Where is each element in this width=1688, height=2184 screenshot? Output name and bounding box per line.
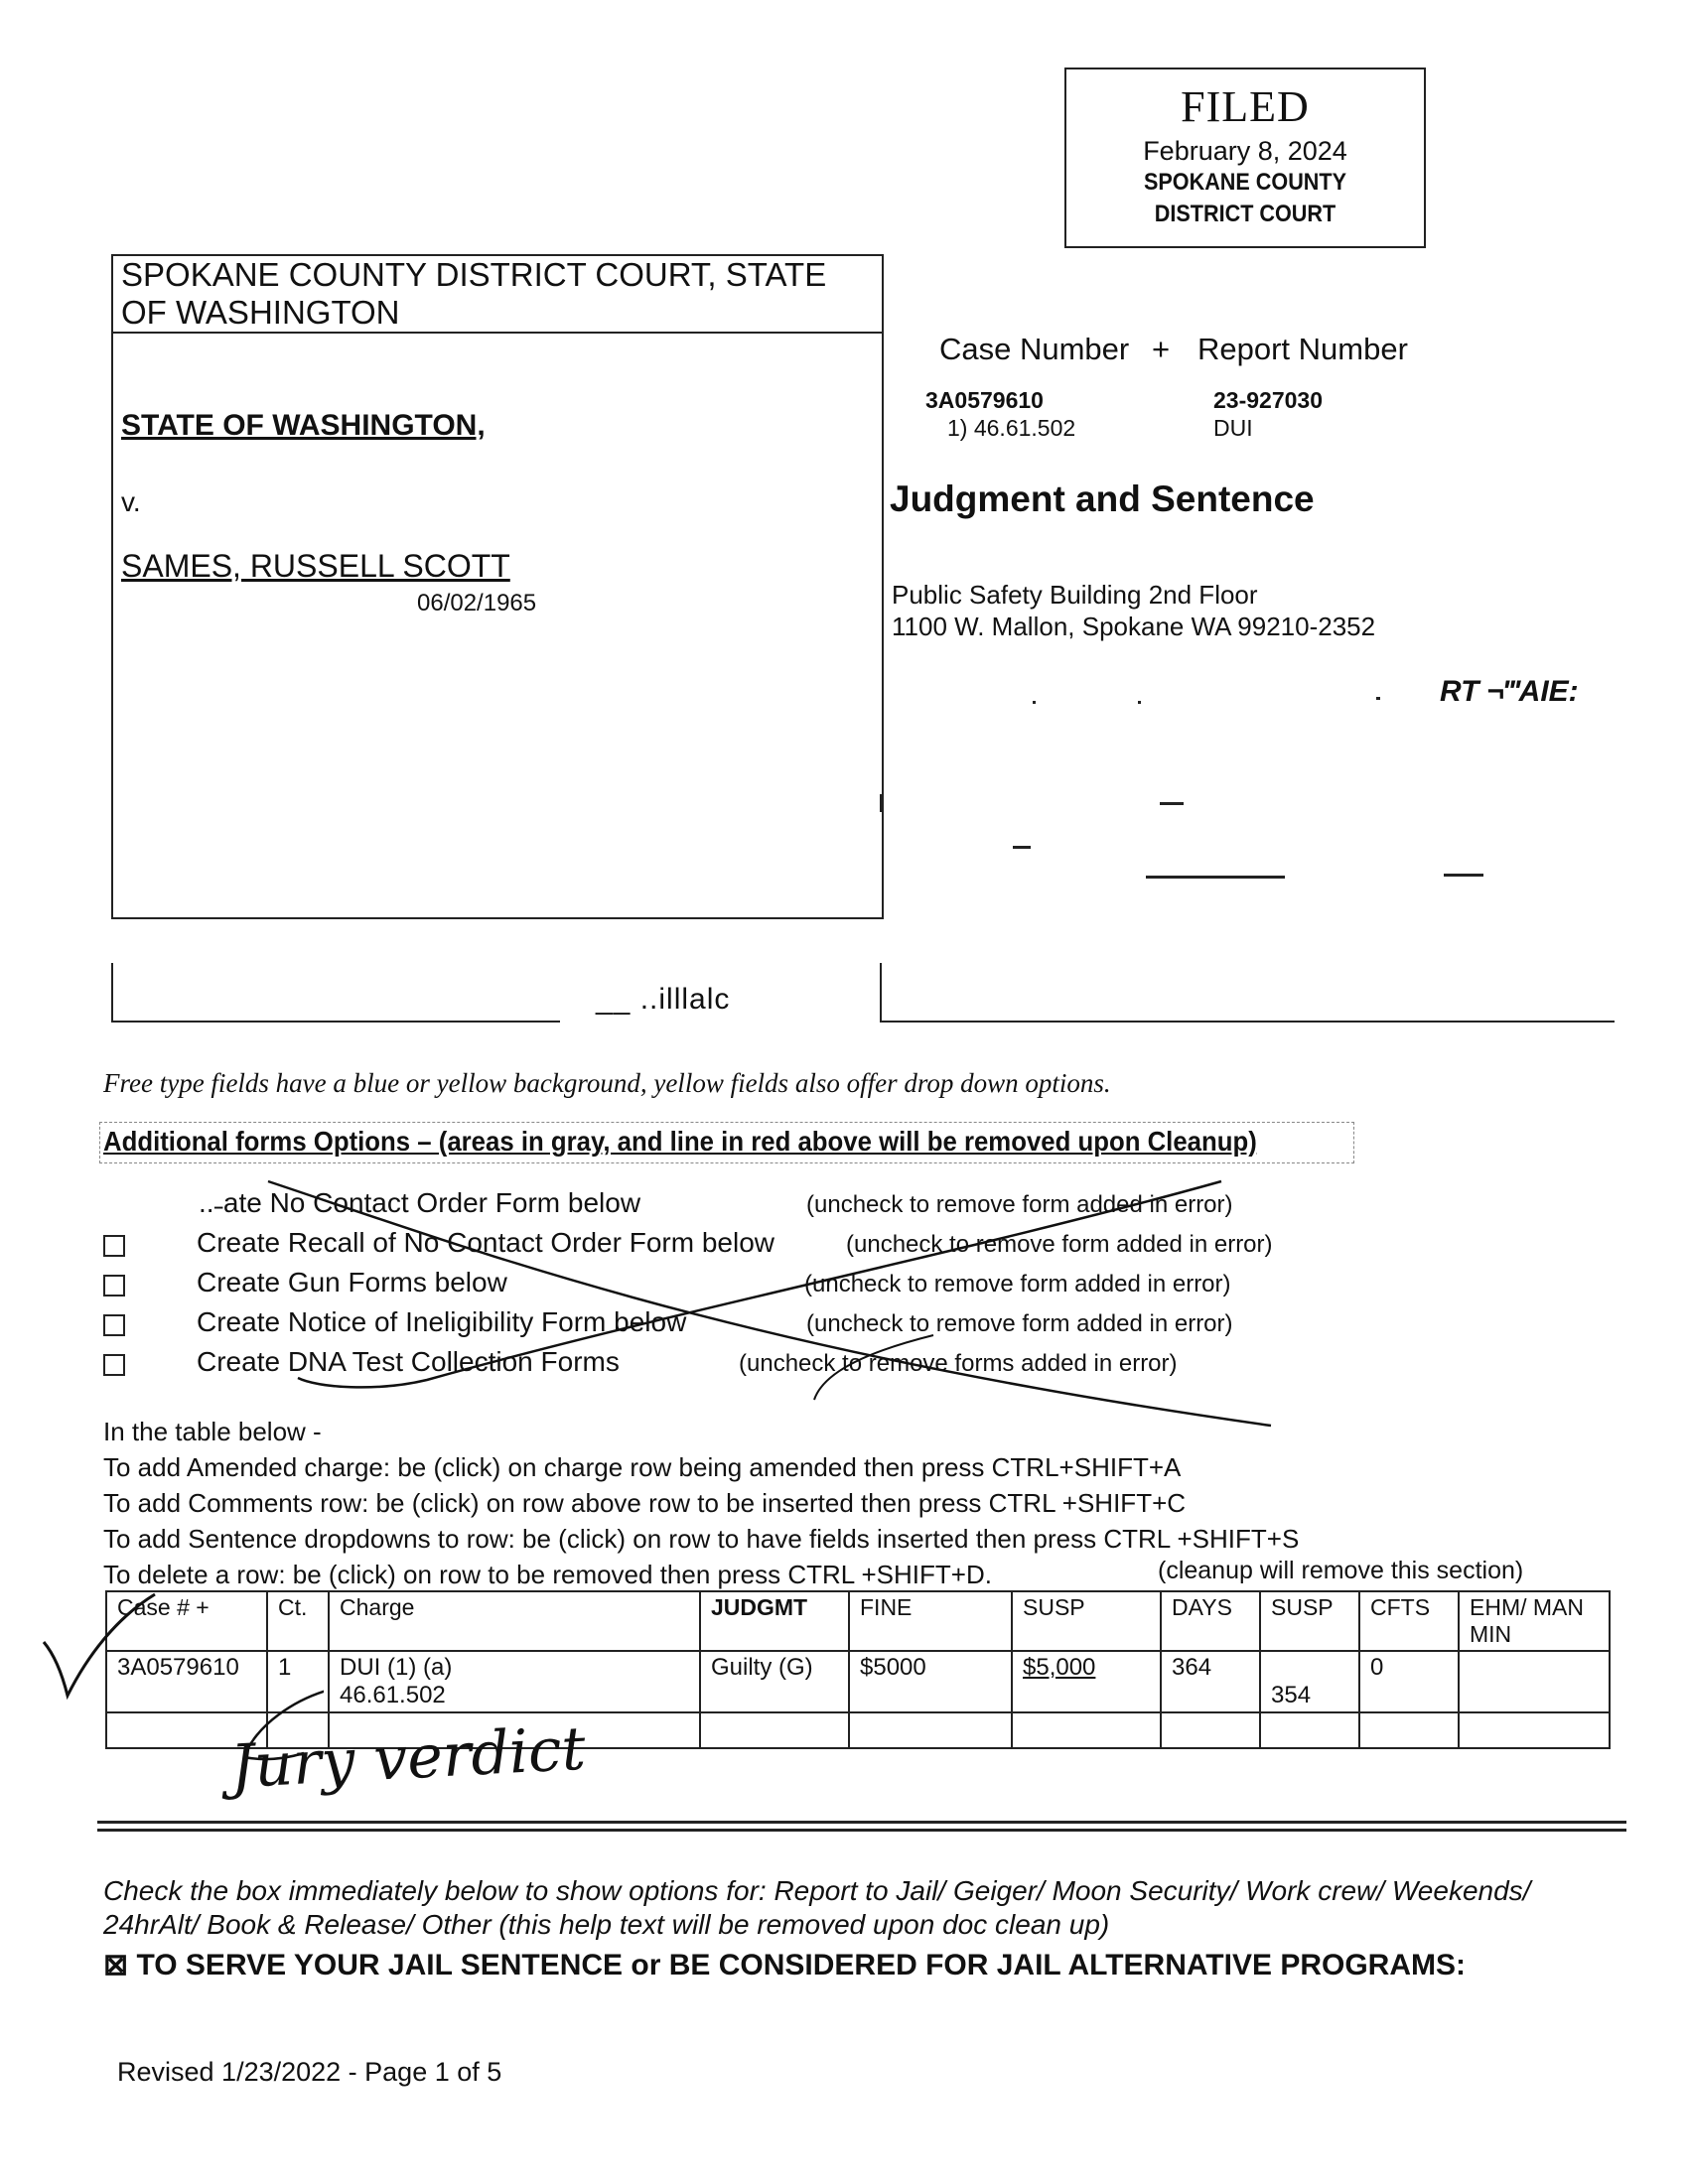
- section-rule: [97, 1829, 1626, 1832]
- col-days-susp: SUSP: [1260, 1591, 1359, 1651]
- cell-cfts[interactable]: 0: [1359, 1651, 1459, 1712]
- address-line-1: Public Safety Building 2nd Floor: [892, 580, 1258, 610]
- check-stroke: [44, 1594, 155, 1696]
- cell-days-susp[interactable]: 354: [1260, 1651, 1359, 1712]
- cross-out-stroke: [268, 1181, 1271, 1426]
- charge-statute: 46.61.502: [340, 1682, 446, 1708]
- col-count: Ct.: [267, 1591, 329, 1651]
- table-header-row: [106, 1591, 1610, 1651]
- scan-speck: [1146, 876, 1285, 879]
- blank-cell[interactable]: [1359, 1712, 1459, 1748]
- form-option-note: (uncheck to remove form added in error): [846, 1231, 1273, 1258]
- cross-out-stroke: [814, 1335, 933, 1400]
- blank-cell[interactable]: [1260, 1712, 1359, 1748]
- scan-speck: [1160, 802, 1184, 805]
- case-number-label: Case Number: [939, 332, 1130, 366]
- form-option-label: Create DNA Test Collection Forms: [197, 1346, 620, 1377]
- form-option-note: (uncheck to remove form added in error): [804, 1271, 1231, 1297]
- cell-fine-susp[interactable]: $5,000: [1012, 1651, 1161, 1712]
- filed-county: SPOKANE COUNTY: [1143, 169, 1347, 196]
- cell-days[interactable]: 364: [1161, 1651, 1260, 1712]
- strip-bottom-rule: [880, 1021, 1615, 1023]
- section-rule: [97, 1821, 1626, 1824]
- court-title: SPOKANE COUNTY DISTRICT COURT, STATE OF WASHINGTON: [121, 256, 827, 331]
- col-judgment: JUDGMT: [700, 1591, 849, 1651]
- form-option-note: (uncheck to remove forms added in error): [739, 1350, 1178, 1377]
- strip-bottom-rule: [111, 1021, 560, 1023]
- col-fine-susp: SUSP: [1012, 1591, 1161, 1651]
- table-row[interactable]: [106, 1651, 1610, 1712]
- strip-fragment-text: __ ..illlalc: [596, 983, 731, 1016]
- jail-option-checkbox[interactable]: ⊠ TO SERVE YOUR JAIL SENTENCE or BE CONSIDERED FOR JAIL ALTERNATIVE PROGRAMS:: [103, 1949, 1466, 1981]
- scan-speck: [1376, 697, 1380, 700]
- cell-case[interactable]: 3A0579610: [106, 1651, 267, 1712]
- form-option-label: Create Gun Forms below: [197, 1267, 507, 1297]
- form-option-checkbox[interactable]: [103, 1275, 125, 1297]
- report-date-label: RT ¬‴AIE:: [1440, 675, 1579, 708]
- blank-cell[interactable]: [1012, 1712, 1161, 1748]
- charge-table: [105, 1590, 1611, 1749]
- page-footer: Revised 1/23/2022 - Page 1 of 5: [117, 2057, 502, 2087]
- cell-ehm[interactable]: [1459, 1651, 1610, 1712]
- col-case: Case # +: [106, 1591, 267, 1651]
- form-option-checkbox[interactable]: [103, 1235, 125, 1257]
- case-statute: 1) 46.61.502: [947, 415, 1076, 441]
- col-cfts: CFTS: [1359, 1591, 1459, 1651]
- forms-heading: Additional forms Options – (areas in gray, and line in red above will be removed upon Cleanup): [103, 1126, 1257, 1157]
- cross-out-stroke: [298, 1181, 1221, 1387]
- form-option-label: Create Notice of Ineligibility Form below: [197, 1306, 687, 1337]
- instr-amended: To add Amended charge: be (click) on charge row being amended then press CTRL+SHIFT+A: [103, 1452, 1182, 1482]
- caption-box: [111, 254, 884, 919]
- plus-sign: +: [1152, 332, 1171, 366]
- defendant-name: SAMES, RUSSELL SCOTT: [121, 548, 510, 584]
- blank-cell[interactable]: [1459, 1712, 1610, 1748]
- strip-left-border: [111, 963, 113, 1021]
- free-type-note: Free type fields have a blue or yellow background, yellow fields also offer drop down options.: [103, 1068, 1111, 1098]
- form-option-checkbox[interactable]: [103, 1354, 125, 1376]
- form-option-label: ..˗ate No Contact Order Form below: [199, 1187, 641, 1218]
- blank-cell[interactable]: [849, 1712, 1012, 1748]
- col-charge: Charge: [329, 1591, 700, 1651]
- table-instructions: [103, 1414, 1299, 1592]
- charge-name: DUI (1) (a): [340, 1654, 453, 1681]
- form-option-label: Create Recall of No Contact Order Form below: [197, 1227, 774, 1258]
- cross-out-mark: [179, 1161, 1291, 1430]
- scan-speck: [1013, 846, 1031, 849]
- versus-label: v.: [121, 486, 141, 517]
- col-days: DAYS: [1161, 1591, 1260, 1651]
- instr-sentence: To add Sentence dropdowns to row: be (click) on row to have fields inserted then press CTRL +SHIFT+S: [103, 1524, 1300, 1554]
- report-offense: DUI: [1213, 415, 1253, 441]
- scan-speck: [1444, 874, 1483, 877]
- cell-fine[interactable]: $5000: [849, 1651, 1012, 1712]
- scan-speck: [880, 794, 883, 812]
- report-number-label: Report Number: [1197, 332, 1408, 366]
- cell-charge[interactable]: [329, 1651, 700, 1712]
- instr-delete: To delete a row: be (click) on row to be removed then press CTRL +SHIFT+D.: [103, 1560, 992, 1589]
- cleanup-note: (cleanup will remove this section): [1158, 1557, 1524, 1584]
- filed-title: FILED: [1181, 82, 1310, 131]
- filed-court: DISTRICT COURT: [1154, 201, 1336, 227]
- col-fine: FINE: [849, 1591, 1012, 1651]
- defendant-dob: 06/02/1965: [417, 590, 537, 616]
- caption-divider: [111, 332, 882, 334]
- jail-help-text: Check the box immediately below to show options for: Report to Jail/ Geiger/ Moon Security/ Work crew/ Weekends/ 24hrAlt/ Book & Release/ Other (this help text will be removed upon doc clean up): [103, 1875, 1531, 1940]
- scan-speck: [1138, 701, 1141, 704]
- scan-speck: [1033, 701, 1036, 704]
- instr-comments: To add Comments row: be (click) on row above row to be inserted then press CTRL +SHIFT+C: [103, 1488, 1187, 1518]
- case-number: 3A0579610: [925, 387, 1044, 413]
- report-number: 23-927030: [1213, 387, 1323, 413]
- form-option-note: (uncheck to remove form added in error): [806, 1191, 1233, 1218]
- blank-cell[interactable]: [700, 1712, 849, 1748]
- handwritten-note: Jury verdict: [228, 1713, 588, 1803]
- col-ehm: EHM/ MAN MIN: [1459, 1591, 1610, 1651]
- filed-date: February 8, 2024: [1143, 136, 1347, 166]
- handwritten-check-icon: [40, 1592, 159, 1702]
- address-line-2: 1100 W. Mallon, Spokane WA 99210-2352: [892, 612, 1376, 641]
- cell-count[interactable]: 1: [267, 1651, 329, 1712]
- instr-intro: In the table below -: [103, 1417, 322, 1446]
- form-option-note: (uncheck to remove form added in error): [806, 1310, 1233, 1337]
- cell-judgment[interactable]: Guilty (G): [700, 1651, 849, 1712]
- strip-middle-border: [880, 963, 882, 1021]
- filed-stamp: [1064, 68, 1426, 248]
- blank-cell[interactable]: [1161, 1712, 1260, 1748]
- document-title: Judgment and Sentence: [890, 478, 1315, 519]
- form-option-checkbox[interactable]: [103, 1314, 125, 1336]
- plaintiff-name: STATE OF WASHINGTON,: [121, 409, 486, 442]
